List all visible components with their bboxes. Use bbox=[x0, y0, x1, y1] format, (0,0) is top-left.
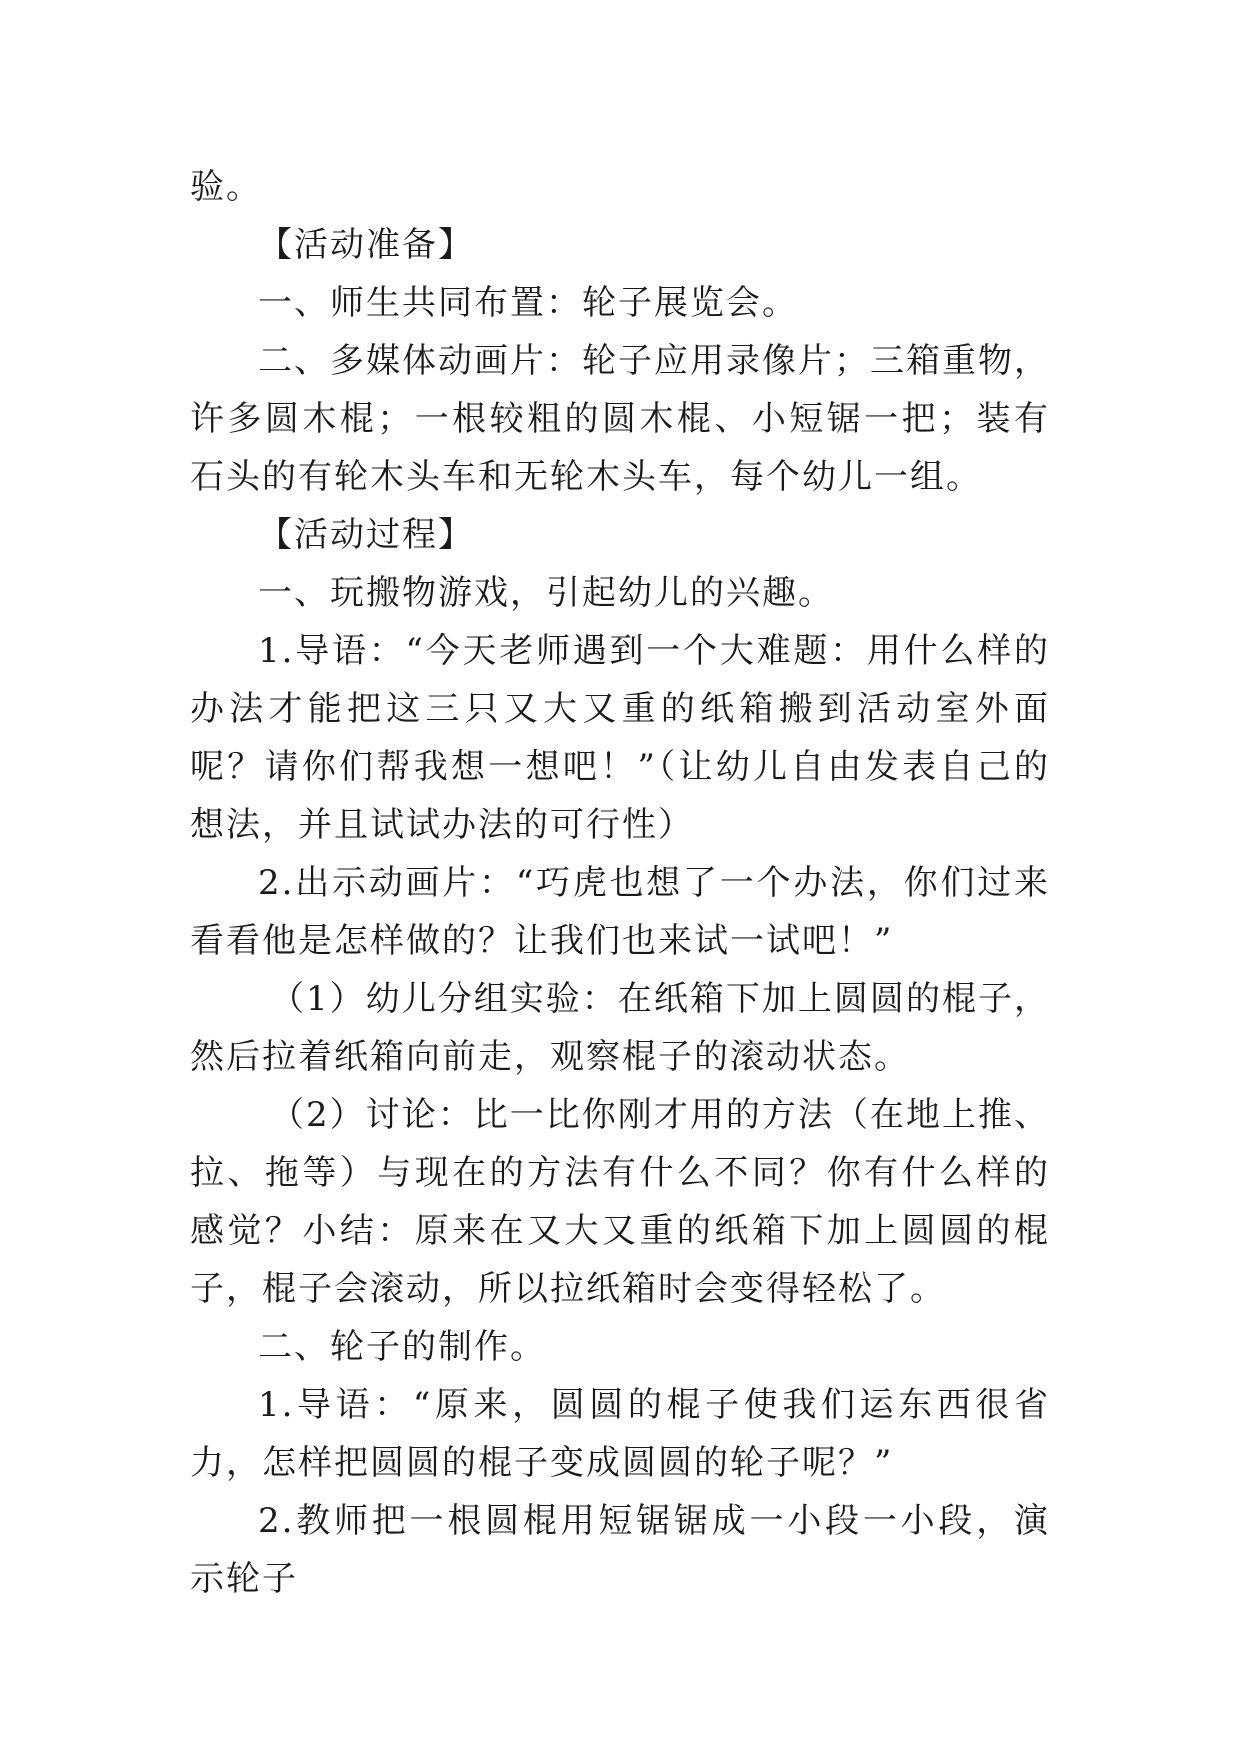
section-heading-process: 【活动过程】 bbox=[258, 515, 474, 555]
paragraph-substep-2: （2）讨论：比一比你刚才用的方法（在地上推、拉、拖等）与现在的方法有什么不同？你有什么样的感觉？小结：原来在又大又重的纸箱下加上圆圆的棍子，棍子会滚动，所以拉纸箱时会变得轻松了。 bbox=[190, 1095, 1050, 1309]
paragraph-prep-1: 一、师生共同布置：轮子展览会。 bbox=[258, 283, 798, 323]
paragraph-prep-2: 二、多媒体动画片：轮子应用录像片；三箱重物，许多圆木棍；一根较粗的圆木棍、小短锯一把；装有石头的有轮木头车和无轮木头车，每个幼儿一组。 bbox=[190, 341, 1050, 497]
paragraph-process-1: 一、玩搬物游戏，引起幼儿的兴趣。 bbox=[258, 573, 834, 613]
paragraph-continuation: 验。 bbox=[190, 167, 262, 207]
paragraph-step-1-2: 2.出示动画片：“巧虎也想了一个办法，你们过来看看他是怎样做的？让我们也来试一试吧！” bbox=[190, 863, 1050, 961]
paragraph-step-1-1: 1.导语：“今天老师遇到一个大难题：用什么样的办法才能把这三只又大又重的纸箱搬到活动室外面呢？请你们帮我想一想吧！”（让幼儿自由发表自己的想法，并且试试办法的可行性） bbox=[190, 631, 1050, 845]
paragraph-substep-1: （1）幼儿分组实验：在纸箱下加上圆圆的棍子，然后拉着纸箱向前走，观察棍子的滚动状态。 bbox=[190, 979, 1050, 1077]
section-heading-preparation: 【活动准备】 bbox=[258, 225, 474, 265]
paragraph-step-2-1: 1.导语：“原来，圆圆的棍子使我们运东西很省力，怎样把圆圆的棍子变成圆圆的轮子呢？” bbox=[190, 1385, 1050, 1483]
paragraph-process-2: 二、轮子的制作。 bbox=[258, 1327, 546, 1367]
document-body bbox=[190, 158, 1050, 1608]
paragraph-step-2-2: 2.教师把一根圆棍用短锯锯成一小段一小段，演示轮子 bbox=[190, 1501, 1050, 1599]
